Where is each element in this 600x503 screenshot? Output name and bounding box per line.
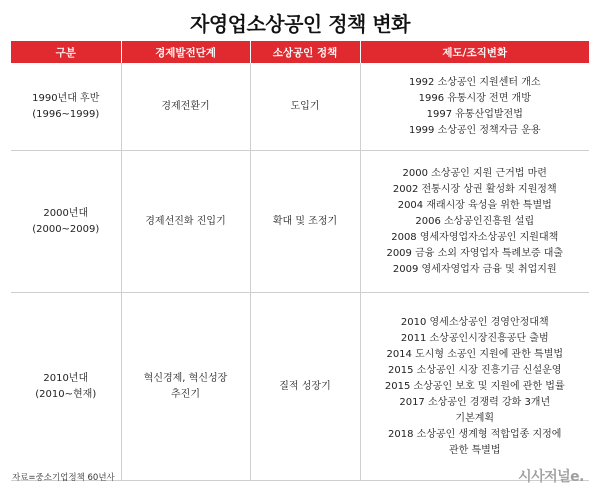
policy-cell: 확대 및 조정기 (250, 151, 360, 293)
changes-cell (360, 293, 589, 481)
change-item: 기본계획 (455, 412, 495, 424)
change-item: 2015 소상공인 보호 및 지원에 관한 법률 (384, 380, 565, 392)
header-policy: 소상공인 정책 (250, 41, 360, 63)
change-item: 2010 영세소상공인 경영안정대책 (400, 316, 549, 328)
policy-cell: 질적 성장기 (250, 293, 360, 481)
change-item: 2002 전통시장 상권 활성화 지원정책 (392, 183, 557, 195)
change-item: 2006 소상공인진흥원 설립 (415, 215, 535, 227)
change-item: 2018 소상공인 생계형 적합업종 지정에 (388, 428, 562, 440)
economic-stage-cell (121, 293, 250, 481)
economic-stage-line: 추진기 (171, 388, 200, 400)
period-years: (2010~현재) (35, 388, 97, 400)
change-item: 1999 소상공인 정책자금 운용 (408, 124, 541, 136)
change-item: 2004 재래시장 육성을 위한 특별법 (397, 199, 552, 211)
table-row (11, 63, 589, 151)
source-note: 자료=중소기업정책 60년사 (12, 473, 115, 483)
period-label: 1990년대 후반 (32, 92, 100, 104)
change-item: 2011 소상공인시장진흥공단 출범 (400, 332, 549, 344)
table-header-row (11, 41, 589, 63)
period-cell (11, 151, 121, 293)
period-cell (11, 293, 121, 481)
policy-cell: 도입기 (250, 63, 360, 151)
change-item: 1992 소상공인 지원센터 개소 (408, 76, 541, 88)
change-item: 1997 유통산업발전법 (426, 108, 523, 120)
period-label: 2010년대 (43, 372, 89, 384)
changes-cell (360, 63, 589, 151)
period-years: (2000~2009) (32, 223, 100, 235)
change-item: 2000 소상공인 지원 근거법 마련 (402, 167, 547, 179)
period-years: (1996~1999) (32, 108, 100, 120)
change-item: 2009 금융 소외 자영업자 특례보증 대출 (386, 247, 564, 259)
table-row (11, 151, 589, 293)
change-item: 2009 영세자영업자 금융 및 취업지원 (392, 263, 557, 275)
header-category: 구분 (11, 41, 121, 63)
changes-cell (360, 151, 589, 293)
period-cell (11, 63, 121, 151)
economic-stage-cell: 경제선진화 진입기 (121, 151, 250, 293)
change-item: 2014 도시형 소공인 지원에 관한 특별법 (386, 348, 564, 360)
economic-stage-cell: 경제전환기 (121, 63, 250, 151)
publisher-logo: 시사저널e. (518, 469, 584, 485)
economic-stage-line: 혁신경제, 혁신성장 (143, 372, 228, 384)
change-item: 2008 영세자영업자소상공인 지원대책 (391, 231, 559, 243)
table-row (11, 293, 589, 481)
change-item: 2015 소상공인 시장 진흥기금 신설운영 (388, 364, 562, 376)
change-item: 관한 특별법 (449, 444, 501, 456)
change-item: 2017 소상공인 경쟁력 강화 3개년 (399, 396, 551, 408)
header-economic-stage: 경제발전단계 (121, 41, 250, 63)
page-title: 자영업소상공인 정책 변화 (190, 12, 410, 36)
period-label: 2000년대 (43, 207, 89, 219)
change-item: 1996 유통시장 전면 개방 (418, 92, 531, 104)
header-changes: 제도/조직변화 (360, 41, 589, 63)
policy-change-table (11, 41, 589, 481)
